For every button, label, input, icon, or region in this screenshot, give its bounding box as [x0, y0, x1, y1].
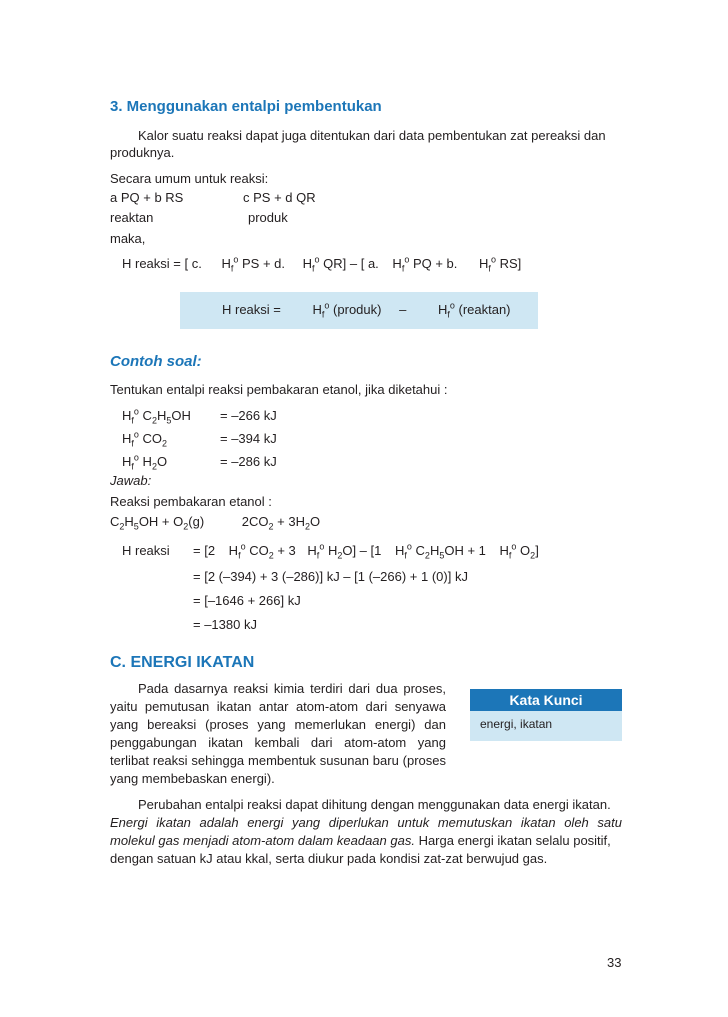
given-co2: $H_f^o$ $CO_2$	[122, 429, 168, 449]
section-c-p1-line6: yang membebaskan energi).	[110, 771, 275, 786]
section-c-p1-line1: Pada dasarnya reaksi kimia terdiri dari dua proses,	[138, 681, 446, 696]
section-c-p1-line3: yang bereaksi (proses yang memerlukan energi) dan	[110, 717, 446, 732]
section-3-para-line1: Kalor suatu reaksi dapat juga ditentukan dari data pembentukan zat pereaksi dan	[138, 128, 606, 143]
general-intro: Secara umum untuk reaksi:	[110, 171, 269, 186]
calc-line4: = –1380 kJ	[193, 617, 257, 632]
given-co2-value: = –394 kJ	[220, 431, 277, 446]
kata-kunci-terms: energi, ikatan	[470, 711, 622, 741]
calc-label: H reaksi	[122, 543, 170, 558]
section-c-p2-line4: dengan satuan kJ atau kkal, serta diukur pada kondisi zat-zat berwujud gas.	[110, 851, 548, 866]
given-h2o: $H_f^o$ $H_2O$	[122, 452, 168, 472]
general-reaction-right: c PS + d QR	[243, 190, 316, 205]
maka-text: maka,	[110, 231, 146, 246]
given-ethanol: $H_f^o$ $C_2H_5OH$	[122, 406, 191, 426]
combustion-reaction: $C_2H_5OH + O_2(g) 2CO_2 + 3H_2O$	[110, 514, 321, 532]
calc-line2: = [2 (–394) + 3 (–286)] kJ – [1 (–266) + 1 (0)] kJ	[193, 569, 468, 584]
general-reaction-left: a PQ + b RS	[110, 190, 184, 205]
given-ethanol-value: = –266 kJ	[220, 408, 277, 423]
general-enthalpy-equation: H reaksi = [ c. $H_f^o$ PS + d. $H_f^o$ QR] – [ a. $H_f^o$ PQ + b. $H_f^o$ RS]	[122, 254, 522, 274]
label-product: produk	[248, 210, 288, 225]
section-3-para-line2: produknya.	[110, 145, 175, 160]
formula-box-text: H reaksi = $H_f^o$ (produk) – $H_f^o$ (reaktan)	[222, 300, 511, 320]
given-h2o-value: = –286 kJ	[220, 454, 277, 469]
section-c-p1-line2: yaitu pemutusan ikatan antar atom-atom dari senyawa	[110, 699, 446, 714]
section-c-p1-line4: penggabungan ikatan kembali dari atom-atom yang	[110, 735, 446, 750]
calc-line1: = [2 $H_f^o$ $CO_2 + 3$ $H_f^o$ $H_2O] - [1$ $H_f^o$ $C_2H_5OH + 1$ $H_f^o$ $O_2$]	[193, 541, 539, 561]
label-reactant: reaktan	[110, 210, 154, 225]
reaction-label: Reaksi pembakaran etanol :	[110, 494, 272, 509]
section-c-p1-line5: terlibat reaksi sehingga membentuk susunan baru (proses	[110, 753, 446, 768]
contoh-soal-heading: Contoh soal:	[110, 353, 202, 370]
section-3-heading: 3. Menggunakan entalpi pembentukan	[110, 98, 382, 115]
jawab-label: Jawab:	[110, 473, 152, 488]
contoh-question: Tentukan entalpi reaksi pembakaran etanol, jika diketahui :	[110, 382, 448, 397]
page-number: 33	[607, 955, 622, 970]
section-c-p2-line3: molekul gas menjadi atom-atom dalam keadaan gas. Harga energi ikatan selalu positif,	[110, 833, 611, 848]
kata-kunci-title: Kata Kunci	[470, 689, 622, 711]
calc-line3: = [–1646 + 266] kJ	[193, 593, 301, 608]
section-c-p2-line1: Perubahan entalpi reaksi dapat dihitung dengan menggunakan data energi ikatan.	[138, 797, 611, 812]
section-c-p2-line2: Energi ikatan adalah energi yang diperlukan untuk memutuskan ikatan oleh satu	[110, 815, 622, 830]
section-c-heading: C. ENERGI IKATAN	[110, 654, 255, 671]
